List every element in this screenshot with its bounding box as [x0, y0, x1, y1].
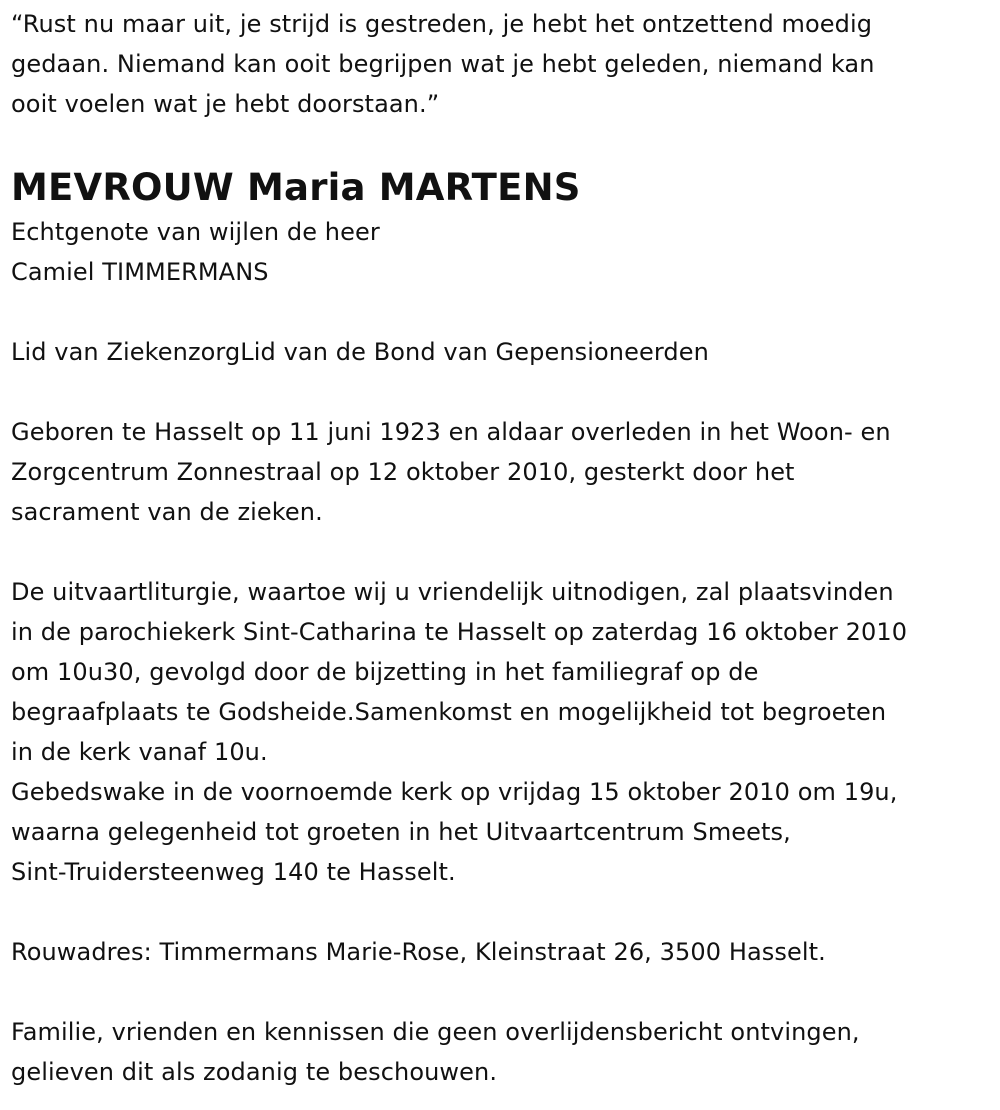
- funeral-text: De uitvaartliturgie, waartoe wij u vriendelijk uitnodigen, zal plaatsvinden in de parochiekerk Sint-Catharina te Hasselt op zaterdag 16 oktober 2010 om 10u30, gevolgd door de bijzetting in het familiegraf op de begraafplaats te Godsheide.Samenkomst en mogelijkheid tot begroeten in de kerk vanaf 10u. Gebedswake in de voornoemde kerk op vrijdag 15 oktober 2010 om 19u, waarna gelegenheid tot groeten in het Uitvaartcentrum Smeets, Sint-Truidersteenweg 140 te Hasselt.: [11, 578, 908, 886]
- spacer: [11, 972, 995, 1012]
- spacer: [11, 124, 995, 164]
- address-text: Rouwadres: Timmermans Marie-Rose, Kleinstraat 26, 3500 Hasselt.: [11, 938, 826, 966]
- deceased-name: MEVROUW Maria MARTENS: [11, 166, 581, 209]
- spacer: [11, 532, 995, 572]
- name-block: [11, 164, 995, 212]
- obituary-document: [11, 4, 995, 1092]
- closing-text: Familie, vrienden en kennissen die geen overlijdensbericht ontvingen, gelieven dit als zodanig te beschouwen.: [11, 1018, 860, 1086]
- quote-text: “Rust nu maar uit, je strijd is gestreden, je hebt het ontzettend moedig gedaan. Niemand kan ooit begrijpen wat je hebt geleden, niemand kan ooit voelen wat je hebt doorstaan.”: [11, 10, 875, 118]
- spouse-text: Echtgenote van wijlen de heer Camiel TIMMERMANS: [11, 218, 380, 286]
- spacer: [11, 292, 995, 332]
- birth-death-text: Geboren te Hasselt op 11 juni 1923 en aldaar overleden in het Woon- en Zorgcentrum Zonnestraal op 12 oktober 2010, gesterkt door het sacrament van de zieken.: [11, 418, 891, 526]
- spacer: [11, 372, 995, 412]
- memberships-text: Lid van ZiekenzorgLid van de Bond van Gepensioneerden: [11, 338, 709, 366]
- spacer: [11, 892, 995, 932]
